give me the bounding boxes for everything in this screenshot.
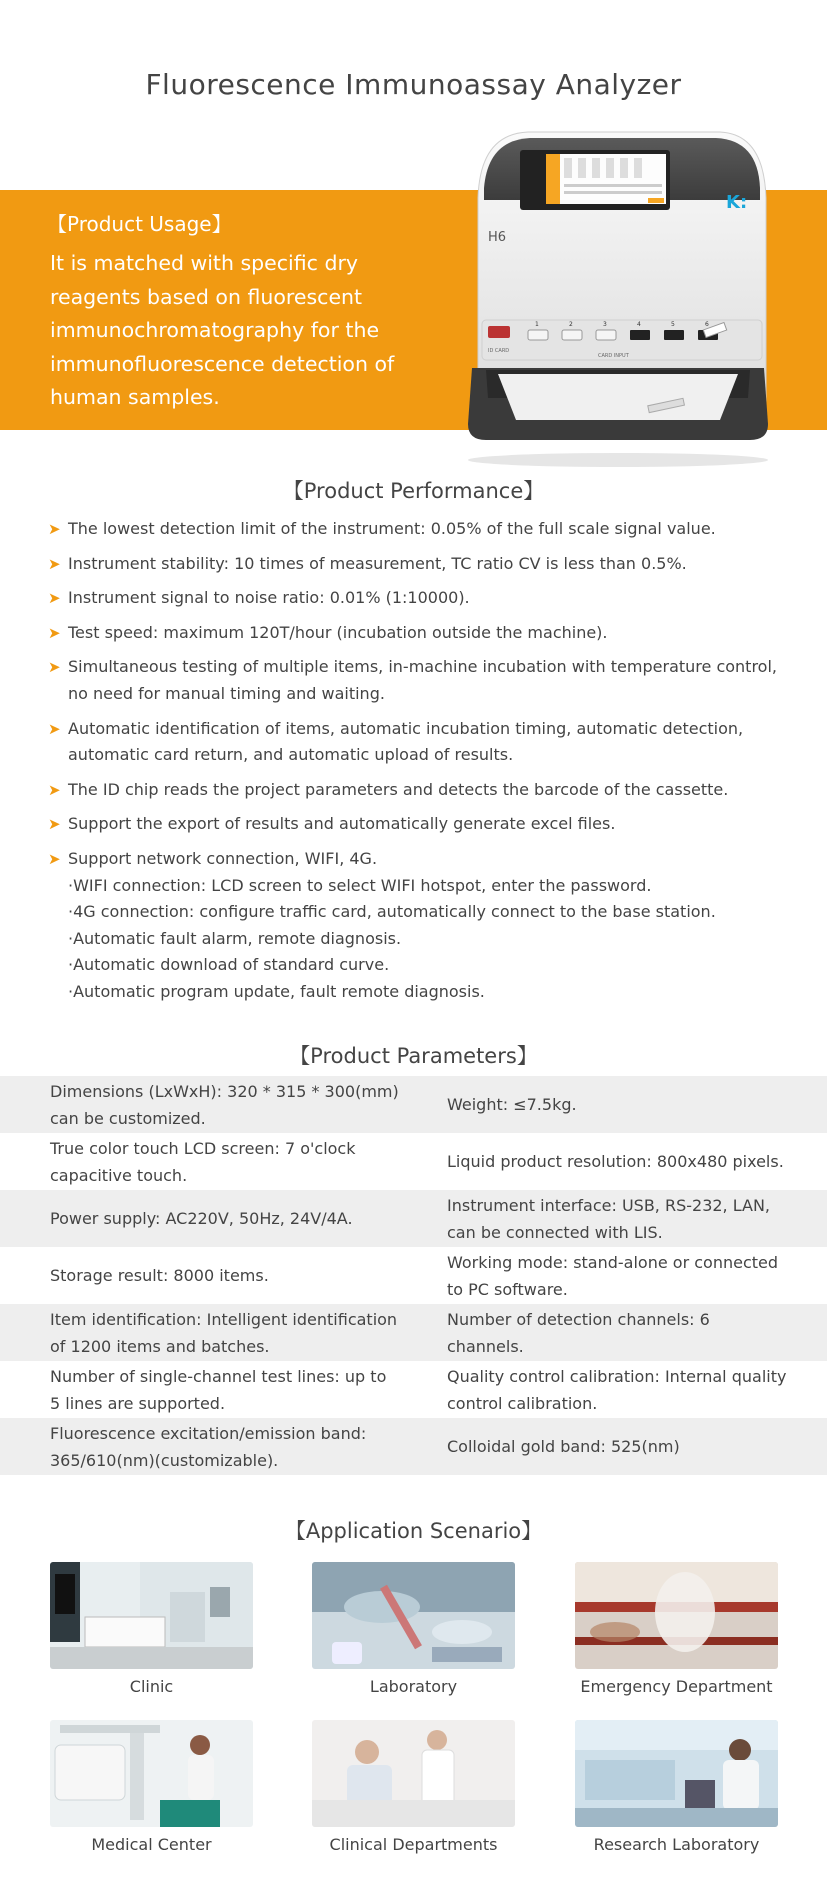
usage-heading: 【Product Usage】 — [47, 212, 232, 236]
emergency-photo-icon — [575, 1562, 778, 1669]
medical-center-photo-icon — [50, 1720, 253, 1827]
svg-text:6: 6 — [705, 321, 709, 328]
application-card — [50, 1562, 253, 1696]
arrow-icon: ➤ — [48, 658, 61, 677]
svg-text:4: 4 — [637, 321, 641, 328]
table-row — [0, 1247, 827, 1304]
application-card — [50, 1720, 253, 1854]
list-item: ➤ Simultaneous testing of multiple items, in-machine incubation with temperature control, no need for manual timing and waiting. — [48, 654, 788, 707]
svg-text:K:: K: — [726, 192, 748, 213]
arrow-icon: ➤ — [48, 849, 61, 868]
application-card — [312, 1720, 515, 1854]
list-item: ➤ Instrument signal to noise ratio: 0.01% (1:10000). — [48, 585, 788, 612]
table-cell: Item identification: Intelligent identification of 1200 items and batches. — [50, 1309, 398, 1356]
applications-heading: 【Application Scenario】 — [284, 1519, 543, 1543]
table-cell: Number of single-channel test lines: up to 5 lines are supported. — [50, 1366, 387, 1413]
arrow-icon: ➤ — [48, 520, 61, 538]
clinical-departments-photo-icon — [312, 1720, 515, 1827]
application-card — [312, 1562, 515, 1696]
application-label: Medical Center — [91, 1835, 212, 1854]
laboratory-photo-icon — [312, 1562, 515, 1669]
table-row — [0, 1304, 827, 1361]
arrow-icon: ➤ — [48, 589, 61, 608]
network-sub-item: ·4G connection: configure traffic card, automatically connect to the base station. — [68, 902, 716, 922]
application-label: Clinic — [129, 1677, 174, 1696]
page-title: Fluorescence Immunoassay Analyzer — [145, 68, 682, 101]
list-item: ➤ The lowest detection limit of the instrument: 0.05% of the full scale signal value. — [48, 516, 788, 543]
table-cell: Quality control calibration: Internal quality control calibration. — [447, 1366, 787, 1413]
table-row — [0, 1133, 827, 1190]
list-item: ➤ Support network connection, WIFI, 4G. ·WIFI connection: LCD screen to select WIFI hotspot, enter the password. ·4G connection: configure traffic card, automatically connect to the base station. ·Automatic fault alarm, remote diagnosis. ·Automatic download of standard curve. ·Automatic program update, fault remote diagnosis. — [48, 846, 788, 1006]
list-item: ➤ Automatic identification of items, automatic incubation timing, automatic detection, automatic card return, and automatic upload of results. — [48, 716, 788, 769]
table-cell: Instrument interface: USB, RS-232, LAN, can be connected with LIS. — [447, 1195, 771, 1242]
application-card — [575, 1720, 778, 1854]
table-cell: Weight: ≤7.5kg. — [447, 1095, 577, 1114]
table-row — [0, 1190, 827, 1247]
table-cell: Dimensions (LxWxH): 320 * 315 * 300(mm) can be customized. — [50, 1081, 399, 1128]
list-item: ➤ Test speed: maximum 120T/hour (incubation outside the machine). — [48, 620, 788, 647]
table-row — [0, 1418, 827, 1475]
table-cell: Liquid product resolution: 800x480 pixels. — [447, 1152, 784, 1171]
table-cell: Number of detection channels: 6 channels. — [447, 1309, 710, 1356]
network-sub-item: ·Automatic fault alarm, remote diagnosis. — [68, 928, 402, 948]
application-label: Research Laboratory — [593, 1835, 760, 1854]
svg-text:3: 3 — [603, 321, 607, 328]
svg-text:2: 2 — [569, 321, 573, 328]
table-cell: Fluorescence excitation/emission band: 365/610(nm)(customizable). — [50, 1423, 367, 1470]
application-label: Laboratory — [369, 1677, 458, 1696]
table-row — [0, 1361, 827, 1418]
network-sub-item: ·Automatic download of standard curve. — [68, 955, 390, 975]
svg-text:ID CARD: ID CARD — [488, 348, 510, 354]
svg-text:1: 1 — [535, 321, 539, 328]
research-lab-photo-icon — [575, 1720, 778, 1827]
network-sub-item: ·WIFI connection: LCD screen to select WIFI hotspot, enter the password. — [68, 875, 652, 895]
list-item: ➤ Support the export of results and automatically generate excel files. — [48, 811, 788, 838]
list-item: ➤ Instrument stability: 10 times of measurement, TC ratio CV is less than 0.5%. — [48, 551, 788, 578]
analyzer-device-image — [458, 128, 778, 468]
table-cell: Power supply: AC220V, 50Hz, 24V/4A. — [50, 1209, 353, 1228]
table-cell: Colloidal gold band: 525(nm) — [447, 1437, 680, 1456]
device-model-label: H6 — [488, 230, 507, 245]
network-sub-item: ·Automatic program update, fault remote diagnosis. — [68, 981, 485, 1001]
application-label: Emergency Department — [580, 1677, 773, 1696]
list-item: ➤ The ID chip reads the project parameters and detects the barcode of the cassette. — [48, 777, 788, 804]
table-cell: Working mode: stand-alone or connected to PC software. — [447, 1252, 779, 1299]
table-row — [0, 1076, 827, 1133]
arrow-icon: ➤ — [48, 719, 61, 738]
svg-text:5: 5 — [671, 321, 675, 328]
arrow-icon: ➤ — [48, 815, 61, 834]
parameters-table — [0, 1076, 827, 1475]
performance-heading: 【Product Performance】 — [282, 479, 545, 503]
svg-text:CARD INPUT: CARD INPUT — [598, 353, 629, 359]
parameters-heading: 【Product Parameters】 — [289, 1044, 538, 1068]
table-cell: True color touch LCD screen: 7 o'clock capacitive touch. — [50, 1138, 356, 1185]
arrow-icon: ➤ — [48, 554, 61, 573]
application-card — [575, 1562, 778, 1696]
performance-list — [48, 516, 788, 1014]
arrow-icon: ➤ — [48, 780, 61, 799]
arrow-icon: ➤ — [48, 623, 61, 642]
table-cell: Storage result: 8000 items. — [50, 1266, 269, 1285]
clinic-photo-icon — [50, 1562, 253, 1669]
usage-text: It is matched with specific dry reagents based on fluorescent immunochromatography for the immunofluorescence detection of human samples. — [50, 251, 395, 409]
application-label: Clinical Departments — [329, 1835, 498, 1854]
